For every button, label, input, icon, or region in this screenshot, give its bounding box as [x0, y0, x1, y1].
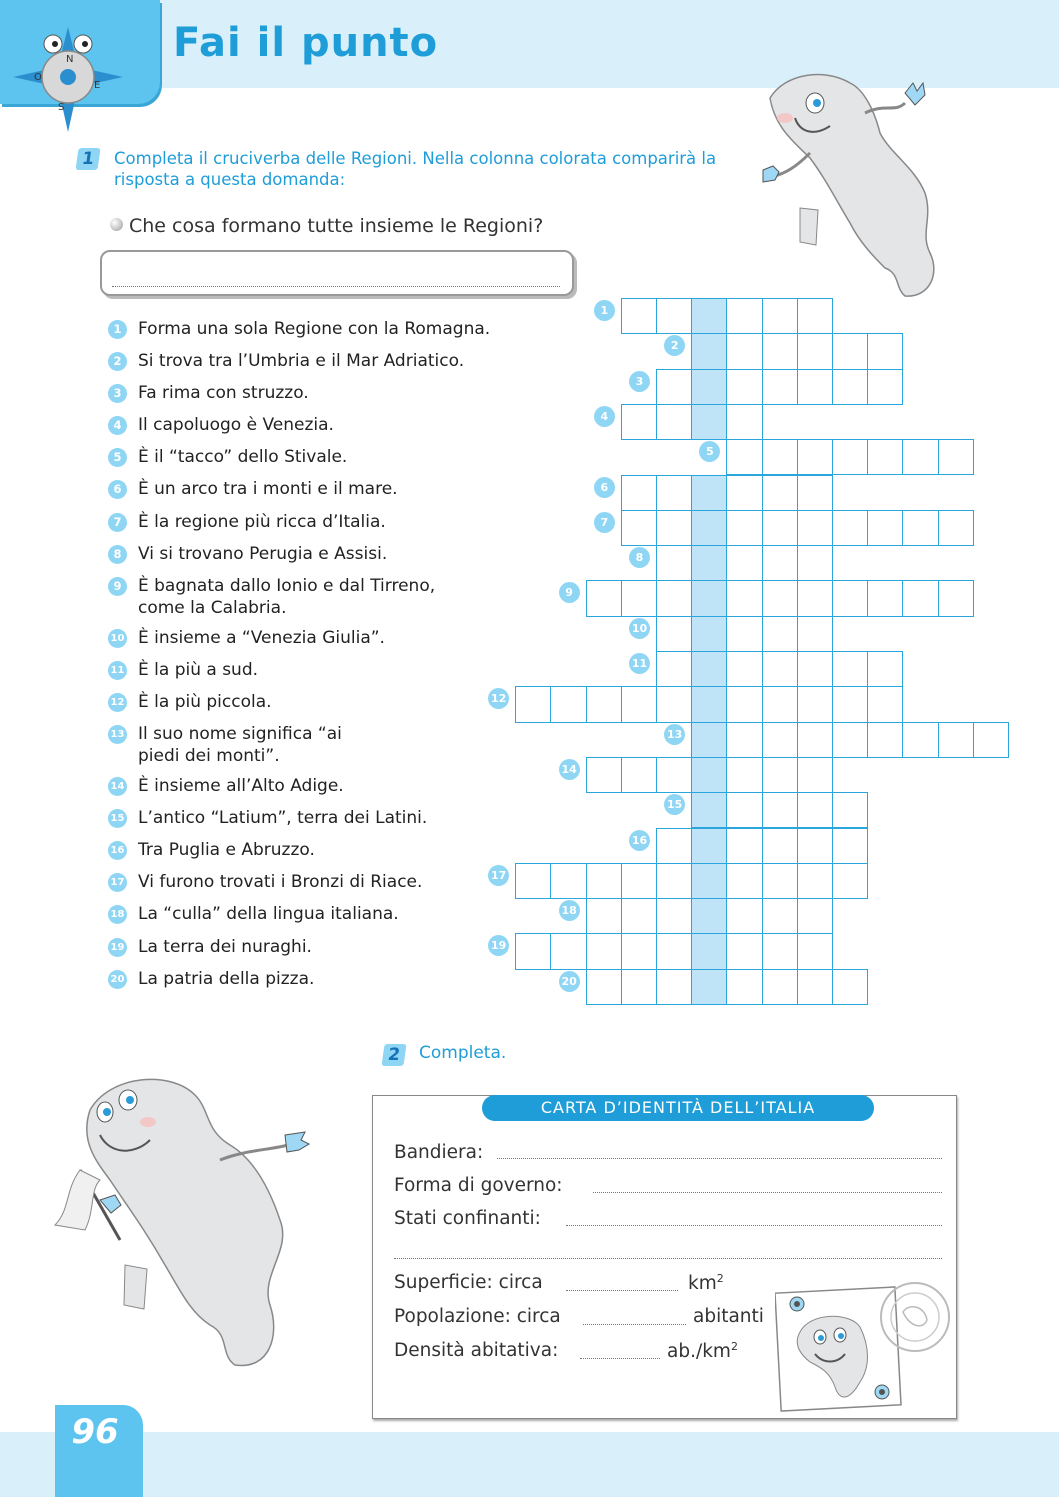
crossword-cell[interactable]: [832, 863, 868, 899]
crossword-cell[interactable]: [762, 545, 798, 581]
borders-row: [394, 1208, 541, 1229]
clue-15: 15 L’antico “Latium”, terra dei Latini.: [108, 807, 528, 839]
population-label: Popolazione: circa: [394, 1306, 561, 1327]
crossword-cell[interactable]: [832, 651, 868, 687]
crossword-cell[interactable]: [726, 933, 762, 969]
exercise-2-instruction: Completa.: [419, 1043, 507, 1063]
crossword-cell[interactable]: [797, 580, 833, 616]
crossword-number-3: 3: [629, 371, 650, 392]
crossword-cell[interactable]: [621, 898, 657, 934]
crossword-cell[interactable]: [762, 757, 798, 793]
crossword-cell[interactable]: [762, 686, 798, 722]
id-card-title: CARTA D’IDENTITÀ DELL’ITALIA: [482, 1095, 874, 1121]
clue-17: 17 Vi furono trovati i Bronzi di Riace.: [108, 871, 528, 903]
crossword-cell[interactable]: [797, 616, 833, 652]
crossword-cell[interactable]: [726, 404, 762, 440]
crossword-cell[interactable]: [621, 510, 657, 546]
crossword-cell[interactable]: [797, 898, 833, 934]
crossword-cell[interactable]: [797, 333, 833, 369]
crossword-cell[interactable]: [797, 369, 833, 405]
crossword-cell[interactable]: [515, 863, 551, 899]
clue-9: 9 È bagnata dallo Ionio e dal Tirreno, come la Calabria.: [108, 575, 478, 627]
crossword-cell[interactable]: [726, 545, 762, 581]
crossword-cell[interactable]: [762, 969, 798, 1005]
clue-1: 1 Forma una sola Regione con la Romagna.: [108, 318, 528, 350]
population-field[interactable]: [583, 1324, 686, 1325]
crossword-cell[interactable]: [621, 404, 657, 440]
clue-5: 5 È il “tacco” dello Stivale.: [108, 446, 528, 478]
crossword-cell[interactable]: [762, 369, 798, 405]
crossword-number-20: 20: [559, 971, 580, 992]
crossword-cell[interactable]: [621, 757, 657, 793]
crossword-cell[interactable]: [797, 475, 833, 511]
crossword-cell[interactable]: [621, 298, 657, 334]
clue-4: 4 Il capoluogo è Venezia.: [108, 414, 528, 446]
crossword-cell[interactable]: [797, 757, 833, 793]
crossword-cell[interactable]: [726, 616, 762, 652]
crossword-cell[interactable]: [726, 580, 762, 616]
crossword-cell[interactable]: [726, 475, 762, 511]
crossword-cell[interactable]: [656, 475, 692, 511]
area-label: Superficie: circa: [394, 1272, 543, 1293]
crossword-cell[interactable]: [656, 545, 692, 581]
exercise-1-number: 1: [75, 148, 100, 170]
crossword-cell[interactable]: [762, 510, 798, 546]
bullet-icon: [110, 218, 123, 231]
crossword-cell[interactable]: [656, 969, 692, 1005]
crossword-cell[interactable]: [938, 722, 974, 758]
crossword-cell[interactable]: [867, 510, 903, 546]
crossword-number-16: 16: [629, 830, 650, 851]
crossword-cell[interactable]: [726, 333, 762, 369]
crossword-number-4: 4: [594, 406, 615, 427]
crossword-grid: [480, 298, 1000, 1008]
population-row: [394, 1306, 561, 1327]
crossword-cell[interactable]: [726, 898, 762, 934]
crossword-number-8: 8: [629, 547, 650, 568]
crossword-cell[interactable]: [691, 828, 727, 864]
crossword-number-18: 18: [559, 900, 580, 921]
crossword-cell[interactable]: [515, 686, 551, 722]
density-unit-row: [667, 1340, 738, 1362]
crossword-cell[interactable]: [726, 298, 762, 334]
compass-n: N: [66, 54, 74, 65]
crossword-cell[interactable]: [586, 933, 622, 969]
crossword-cell[interactable]: [973, 722, 1009, 758]
compass-o: O: [34, 72, 42, 83]
clue-14: 14 È insieme all’Alto Adige.: [108, 775, 528, 807]
crossword-cell[interactable]: [586, 580, 622, 616]
crossword-cell[interactable]: [691, 757, 727, 793]
crossword-cell[interactable]: [656, 580, 692, 616]
government-label: Forma di governo:: [394, 1175, 563, 1196]
crossword-number-5: 5: [699, 441, 720, 462]
crossword-number-6: 6: [594, 477, 615, 498]
borders-field[interactable]: [566, 1225, 942, 1226]
compass-s: S: [58, 102, 65, 113]
clue-11: 11 È la più a sud.: [108, 659, 528, 691]
crossword-cell[interactable]: [691, 475, 727, 511]
crossword-cell[interactable]: [586, 757, 622, 793]
crossword-cell[interactable]: [832, 439, 868, 475]
crossword-cell[interactable]: [550, 933, 586, 969]
clue-20: 20 La patria della pizza.: [108, 968, 528, 1000]
crossword-cell[interactable]: [691, 933, 727, 969]
crossword-cell[interactable]: [621, 933, 657, 969]
crossword-cell[interactable]: [691, 792, 727, 828]
crossword-cell[interactable]: [586, 863, 622, 899]
crossword-number-1: 1: [594, 300, 615, 321]
crossword-cell[interactable]: [832, 792, 868, 828]
flag-label: Bandiera:: [394, 1142, 484, 1163]
compass-mascot-icon: [8, 22, 128, 137]
crossword-cell[interactable]: [726, 510, 762, 546]
crossword-cell[interactable]: [797, 933, 833, 969]
crossword-number-15: 15: [664, 794, 685, 815]
crossword-cell[interactable]: [550, 686, 586, 722]
compass-e: E: [94, 80, 101, 91]
clue-12: 12 È la più piccola.: [108, 691, 528, 723]
crossword-cell[interactable]: [656, 510, 692, 546]
crossword-cell[interactable]: [797, 545, 833, 581]
crossword-cell[interactable]: [656, 898, 692, 934]
crossword-number-14: 14: [559, 759, 580, 780]
crossword-cell[interactable]: [726, 792, 762, 828]
crossword-number-10: 10: [629, 618, 650, 639]
crossword-cell[interactable]: [797, 686, 833, 722]
clue-3: 3 Fa rima con struzzo.: [108, 382, 528, 414]
crossword-cell[interactable]: [656, 651, 692, 687]
crossword-cell[interactable]: [726, 439, 762, 475]
crossword-cell[interactable]: [832, 510, 868, 546]
crossword-number-7: 7: [594, 512, 615, 533]
crossword-cell[interactable]: [832, 369, 868, 405]
crossword-cell[interactable]: [832, 580, 868, 616]
clue-13: 13 Il suo nome significa “ai piedi dei monti”.: [108, 723, 358, 775]
crossword-cell[interactable]: [762, 792, 798, 828]
crossword-cell[interactable]: [762, 298, 798, 334]
crossword-cell[interactable]: [656, 828, 692, 864]
crossword-number-13: 13: [664, 724, 685, 745]
crossword-cell[interactable]: [938, 439, 974, 475]
density-row: [394, 1340, 558, 1361]
crossword-cell[interactable]: [762, 828, 798, 864]
crossword-cell[interactable]: [656, 863, 692, 899]
crossword-cell[interactable]: [867, 580, 903, 616]
clue-2: 2 Si trova tra l’Umbria e il Mar Adriatico.: [108, 350, 528, 382]
crossword-cell[interactable]: [691, 580, 727, 616]
crossword-cell[interactable]: [902, 439, 938, 475]
id-photo-icon: [775, 1272, 955, 1412]
crossword-cell[interactable]: [621, 686, 657, 722]
clue-18: 18 La “culla” della lingua italiana.: [108, 903, 528, 935]
crossword-cell[interactable]: [726, 757, 762, 793]
crossword-cell[interactable]: [691, 333, 727, 369]
crossword-cell[interactable]: [621, 969, 657, 1005]
crossword-number-11: 11: [629, 653, 650, 674]
clue-7: 7 È la regione più ricca d’Italia.: [108, 511, 528, 543]
density-label: Densità abitativa:: [394, 1340, 559, 1361]
crossword-cell[interactable]: [726, 722, 762, 758]
population-unit-row: [693, 1306, 764, 1327]
crossword-cell[interactable]: [726, 369, 762, 405]
crossword-cell[interactable]: [691, 298, 727, 334]
crossword-cell[interactable]: [832, 333, 868, 369]
crossword-cell[interactable]: [832, 969, 868, 1005]
crossword-cell[interactable]: [797, 828, 833, 864]
density-unit: ab./km: [667, 1341, 731, 1363]
clue-10: 10 È insieme a “Venezia Giulia”.: [108, 627, 528, 659]
crossword-cell[interactable]: [762, 439, 798, 475]
exercise-1-instruction: Completa il cruciverba delle Regioni. Nella colonna colorata comparirà la risposta a questa domanda:: [114, 149, 717, 189]
crossword-cell[interactable]: [691, 863, 727, 899]
crossword-cell[interactable]: [762, 616, 798, 652]
population-unit: abitanti: [693, 1306, 764, 1327]
crossword-cell[interactable]: [797, 792, 833, 828]
crossword-cell[interactable]: [867, 369, 903, 405]
footer-band: [0, 1432, 1059, 1497]
area-unit: km: [688, 1273, 717, 1295]
crossword-cell[interactable]: [691, 616, 727, 652]
crossword-cell[interactable]: [762, 933, 798, 969]
area-field[interactable]: [566, 1290, 678, 1291]
page-title: Fai il punto: [173, 20, 439, 66]
crossword-cell[interactable]: [797, 863, 833, 899]
density-field[interactable]: [580, 1358, 660, 1359]
crossword-cell[interactable]: [762, 580, 798, 616]
area-unit-sup: 2: [716, 1272, 724, 1285]
crossword-cell[interactable]: [938, 510, 974, 546]
clue-6: 6 È un arco tra i monti e il mare.: [108, 478, 528, 510]
crossword-cell[interactable]: [691, 898, 727, 934]
crossword-number-9: 9: [559, 582, 580, 603]
crossword-cell[interactable]: [621, 863, 657, 899]
clue-list: [108, 318, 528, 1000]
government-row: [394, 1175, 563, 1196]
crossword-cell[interactable]: [797, 510, 833, 546]
page-number: 96: [71, 1412, 119, 1452]
crossword-cell[interactable]: [867, 686, 903, 722]
crossword-cell[interactable]: [902, 510, 938, 546]
crossword-cell[interactable]: [656, 757, 692, 793]
clue-16: 16 Tra Puglia e Abruzzo.: [108, 839, 528, 871]
crossword-cell[interactable]: [797, 298, 833, 334]
crossword-cell[interactable]: [691, 369, 727, 405]
area-unit-row: [688, 1272, 724, 1294]
crossword-cell[interactable]: [867, 333, 903, 369]
crossword-cell[interactable]: [691, 510, 727, 546]
crossword-cell[interactable]: [938, 580, 974, 616]
borders-field-2[interactable]: [394, 1258, 942, 1259]
crossword-cell[interactable]: [656, 369, 692, 405]
crossword-cell[interactable]: [832, 722, 868, 758]
crossword-cell[interactable]: [691, 651, 727, 687]
area-row: [394, 1272, 543, 1293]
crossword-cell[interactable]: [867, 722, 903, 758]
crossword-number-19: 19: [488, 935, 509, 956]
crossword-cell[interactable]: [550, 863, 586, 899]
crossword-cell[interactable]: [691, 722, 727, 758]
crossword-cell[interactable]: [691, 686, 727, 722]
crossword-cell[interactable]: [867, 439, 903, 475]
crossword-cell[interactable]: [902, 580, 938, 616]
crossword-cell[interactable]: [656, 616, 692, 652]
exercise-2-number: 2: [381, 1044, 406, 1066]
crossword-cell[interactable]: [691, 404, 727, 440]
crossword-cell[interactable]: [902, 722, 938, 758]
crossword-number-17: 17: [488, 865, 509, 886]
density-unit-sup: 2: [730, 1340, 738, 1353]
clue-8: 8 Vi si trovano Perugia e Assisi.: [108, 543, 528, 575]
flag-row: [394, 1142, 483, 1163]
crossword-cell[interactable]: [586, 686, 622, 722]
crossword-cell[interactable]: [832, 686, 868, 722]
flag-field[interactable]: [497, 1158, 942, 1159]
crossword-cell[interactable]: [726, 686, 762, 722]
clue-19: 19 La terra dei nuraghi.: [108, 936, 528, 968]
crossword-cell[interactable]: [515, 933, 551, 969]
crossword-cell[interactable]: [726, 969, 762, 1005]
crossword-cell[interactable]: [726, 828, 762, 864]
exercise-1-question: Che cosa formano tutte insieme le Regioni?: [129, 215, 544, 237]
italy-mascot-waving-icon: [755, 58, 955, 318]
crossword-cell[interactable]: [762, 475, 798, 511]
crossword-cell[interactable]: [621, 475, 657, 511]
crossword-cell[interactable]: [691, 969, 727, 1005]
answer-field[interactable]: [100, 250, 574, 296]
crossword-cell[interactable]: [656, 404, 692, 440]
crossword-cell[interactable]: [832, 828, 868, 864]
crossword-cell[interactable]: [867, 651, 903, 687]
crossword-cell[interactable]: [797, 722, 833, 758]
exercise-1-question-row: [110, 215, 543, 237]
government-field[interactable]: [593, 1192, 942, 1193]
crossword-cell[interactable]: [621, 580, 657, 616]
crossword-number-12: 12: [488, 688, 509, 709]
crossword-cell[interactable]: [656, 686, 692, 722]
crossword-cell[interactable]: [762, 722, 798, 758]
crossword-cell[interactable]: [586, 898, 622, 934]
crossword-cell[interactable]: [797, 969, 833, 1005]
crossword-cell[interactable]: [726, 863, 762, 899]
borders-label: Stati confinanti:: [394, 1208, 541, 1229]
crossword-cell[interactable]: [726, 651, 762, 687]
crossword-cell[interactable]: [762, 333, 798, 369]
italy-mascot-flag-icon: [30, 1050, 330, 1390]
crossword-cell[interactable]: [762, 863, 798, 899]
crossword-number-2: 2: [664, 335, 685, 356]
crossword-cell[interactable]: [797, 651, 833, 687]
crossword-cell[interactable]: [762, 898, 798, 934]
crossword-cell[interactable]: [586, 969, 622, 1005]
crossword-cell[interactable]: [656, 933, 692, 969]
crossword-cell[interactable]: [762, 651, 798, 687]
crossword-cell[interactable]: [656, 298, 692, 334]
crossword-cell[interactable]: [797, 439, 833, 475]
crossword-cell[interactable]: [691, 545, 727, 581]
